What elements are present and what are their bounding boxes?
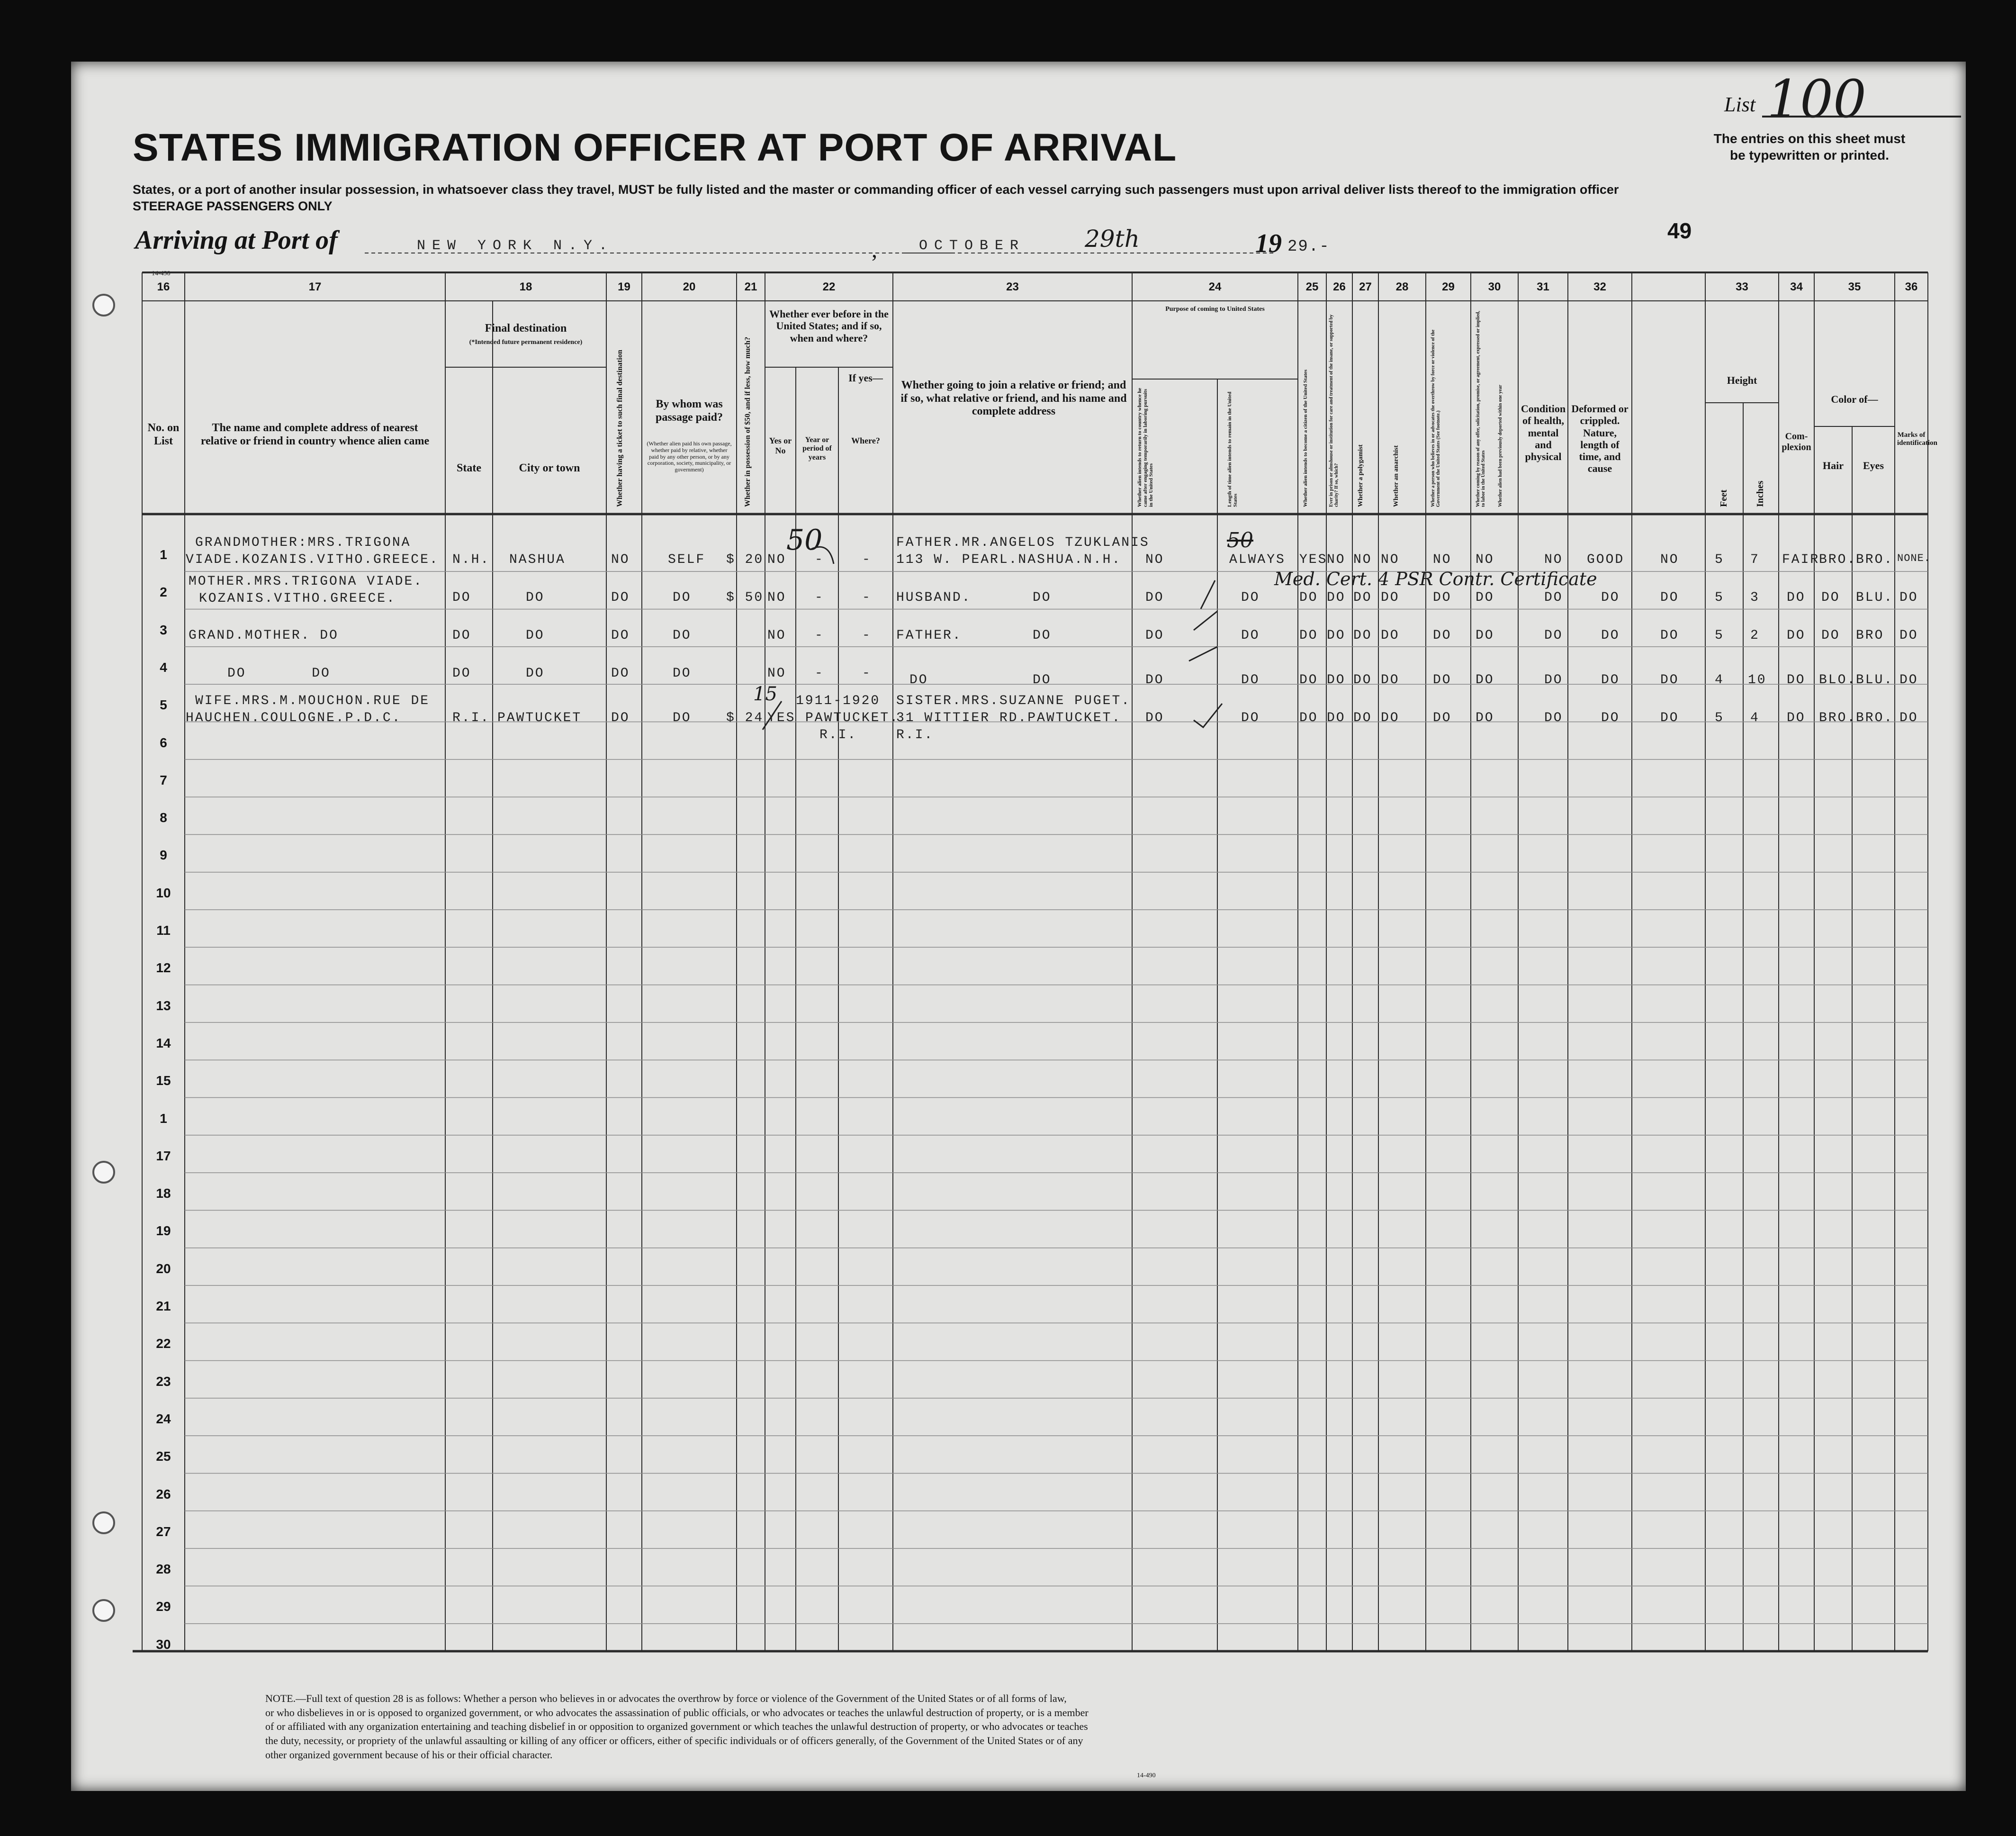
entry-anarchist: DO bbox=[1381, 590, 1400, 605]
entry-c30: DO bbox=[1544, 673, 1563, 687]
entry-period: - bbox=[815, 666, 824, 681]
entry-marks: DO bbox=[1899, 711, 1918, 725]
hdr-contract-labor: Whether coming by reason of any offer, solicitation, promise, or agreement, expressed or implied, to labor in the United States bbox=[1476, 311, 1486, 507]
entry-period: - bbox=[815, 552, 824, 567]
entry-marks: NONE. bbox=[1897, 552, 1931, 564]
entry-purpose-b: DO bbox=[1241, 673, 1260, 687]
entry-anarchist: DO bbox=[1381, 628, 1400, 643]
entry-health: DO bbox=[1601, 590, 1620, 605]
row-number: 9 bbox=[160, 848, 167, 863]
col-num-23: 23 bbox=[1006, 280, 1019, 293]
form-code-bottom: 14-490 bbox=[1137, 1772, 1156, 1779]
entry-where: PAWTUCKET. bbox=[805, 711, 900, 725]
footnote-line: or who disbelieves in or is opposed to organized government, or who advocates the assassination of public officials, or who advocates or teaches the unlawful destruction of property, or is a member bbox=[265, 1706, 1089, 1718]
row-number: 1 bbox=[160, 547, 167, 562]
entry-marks: DO bbox=[1899, 590, 1918, 605]
entry-polygamist: DO bbox=[1353, 673, 1372, 687]
hdr-eyes: Eyes bbox=[1863, 460, 1884, 471]
entry-deformed: DO bbox=[1660, 711, 1679, 725]
col-num-22: 22 bbox=[822, 280, 836, 293]
entry-deformed: DO bbox=[1660, 673, 1679, 687]
entry-city: DO bbox=[526, 628, 545, 643]
entry-marks: DO bbox=[1899, 628, 1918, 643]
entry-health: DO bbox=[1601, 628, 1620, 643]
entry-c28: DO bbox=[1433, 628, 1452, 643]
row-number: 14 bbox=[156, 1035, 171, 1050]
entry-c30: DO bbox=[1544, 711, 1563, 725]
hdr-purpose-a: Whether alien intends to return to country whence he came after engaging temporarily in laboring pursuits in the United States bbox=[1137, 388, 1154, 507]
entry-join: 113 W. PEARL.NASHUA.N.H. bbox=[896, 552, 1122, 567]
hdr-where: Where? bbox=[851, 436, 880, 445]
entry-ticket: DO bbox=[611, 628, 630, 643]
typewritten-note-line2: be typewritten or printed. bbox=[1729, 148, 1890, 163]
entry-relative: GRANDMOTHER:MRS.TRIGONA bbox=[195, 535, 411, 550]
hdr-no-on-list: No. on List bbox=[147, 422, 180, 447]
entry-c29: DO bbox=[1476, 711, 1494, 725]
hdr-ticket: Whether having a ticket to such final destination bbox=[616, 350, 624, 507]
entry-c29: NO bbox=[1476, 552, 1494, 567]
entry-feet: 5 bbox=[1715, 628, 1724, 643]
hdr-color-of: Color of— bbox=[1831, 393, 1878, 405]
row-number: 5 bbox=[160, 697, 167, 713]
row-number: 8 bbox=[160, 810, 167, 825]
entry-join: DO bbox=[1033, 628, 1052, 643]
entry-complexion: DO bbox=[1787, 673, 1806, 687]
entry-purpose-a: DO bbox=[1145, 711, 1164, 725]
hdr-inches: Inches bbox=[1755, 480, 1765, 507]
entry-ticket: DO bbox=[611, 666, 630, 681]
col-num-34: 34 bbox=[1790, 280, 1803, 293]
entry-ticket: DO bbox=[611, 711, 630, 725]
year-suffix: 29.- bbox=[1287, 238, 1330, 256]
entry-anarchist: DO bbox=[1381, 711, 1400, 725]
entry-relative: DO DO bbox=[227, 666, 331, 681]
entry-ticket: DO bbox=[611, 590, 630, 605]
entry-prison: DO bbox=[1327, 673, 1346, 687]
hdr-purpose: Purpose of coming to United States bbox=[1165, 306, 1265, 313]
footnote bbox=[265, 1691, 1781, 1762]
entry-before: YES bbox=[767, 711, 796, 725]
hdr-marks: Marks of identification bbox=[1897, 431, 1937, 447]
hdr-final-destination-note: (*Intended future permanent residence) bbox=[469, 339, 583, 346]
page-title: STATES IMMIGRATION OFFICER AT PORT OF ARRIVAL bbox=[133, 126, 1177, 169]
entry-eyes: BLU. bbox=[1856, 590, 1894, 605]
entry-where: - bbox=[862, 628, 872, 643]
hdr-deformed: Deformed or crippled. Nature, length of time, and cause bbox=[1571, 403, 1629, 475]
entry-prison: DO bbox=[1327, 711, 1346, 725]
entry-citizen: DO bbox=[1299, 590, 1318, 605]
entry-passage: DO bbox=[673, 590, 692, 605]
hdr-if-yes: If yes— bbox=[848, 372, 883, 384]
entry-prison: DO bbox=[1327, 590, 1346, 605]
row-number: 23 bbox=[156, 1374, 171, 1389]
list-label: List bbox=[1724, 93, 1756, 116]
entry-inches: 4 bbox=[1750, 711, 1760, 725]
entry-polygamist: DO bbox=[1353, 628, 1372, 643]
entry-state: DO bbox=[452, 666, 471, 681]
entry-period: 1911-1920 bbox=[796, 694, 881, 708]
entry-c28: DO bbox=[1433, 673, 1452, 687]
footnote-line: the duty, necessity, or propriety of the unlawful assaulting or killing of any officer or officers, either of specific individuals or of officers generally, of the Government of the United States or of any bbox=[265, 1735, 1083, 1747]
row-number: 20 bbox=[156, 1261, 171, 1276]
entry-where: - bbox=[862, 552, 872, 567]
instruction-line2: STEERAGE PASSENGERS ONLY bbox=[133, 199, 333, 213]
entry-hair: BLO. bbox=[1819, 673, 1857, 687]
entry-hair: BRO. bbox=[1819, 552, 1857, 567]
list-number: 100 bbox=[1767, 69, 1866, 129]
col-num-33: 33 bbox=[1736, 280, 1748, 293]
entry-purpose-b: ALWAYS bbox=[1229, 552, 1286, 567]
row-number: 21 bbox=[156, 1299, 171, 1313]
hdr-polygamist: Whether a polygamist bbox=[1357, 444, 1364, 507]
entry-join: DO bbox=[1033, 590, 1052, 605]
entry-eyes: BLU. bbox=[1856, 673, 1894, 687]
entry-inches: 3 bbox=[1750, 590, 1760, 605]
hdr-passage: By whom was passage paid? bbox=[655, 398, 723, 424]
row-number: 15 bbox=[156, 1073, 171, 1088]
row-number: 29 bbox=[156, 1599, 171, 1614]
entry-c30: DO bbox=[1544, 590, 1563, 605]
entry-health: DO bbox=[1601, 711, 1620, 725]
footnote-line: NOTE.—Full text of question 28 is as follows: Whether a person who believes in or advocates the overthrow by force or violence of the Government of the United States or of all forms of law, bbox=[265, 1692, 1067, 1704]
entry-where: - bbox=[862, 590, 872, 605]
port-value: NEW YORK N.Y. bbox=[417, 238, 614, 254]
entry-marks: DO bbox=[1899, 673, 1918, 687]
row-number: 26 bbox=[156, 1486, 171, 1501]
entry-where-line2: R.I. bbox=[819, 728, 857, 742]
col-num-21: 21 bbox=[744, 280, 757, 293]
entry-purpose-b: DO bbox=[1241, 711, 1260, 725]
hdr-complexion: Com- plexion bbox=[1782, 431, 1811, 452]
row-number: 17 bbox=[156, 1148, 171, 1163]
entry-join: HUSBAND. bbox=[896, 590, 972, 605]
entry-health: DO bbox=[1601, 673, 1620, 687]
comma: , bbox=[872, 237, 877, 262]
col-num-26: 26 bbox=[1333, 280, 1346, 293]
entry-polygamist: DO bbox=[1353, 711, 1372, 725]
entry-purpose-b: DO bbox=[1241, 590, 1260, 605]
row-number: 27 bbox=[156, 1524, 171, 1539]
hdr-final-destination: Final destination bbox=[485, 322, 567, 335]
row-number: 24 bbox=[156, 1411, 171, 1426]
entry-inches: 10 bbox=[1748, 673, 1767, 687]
entry-money-hand: 15 bbox=[753, 683, 777, 705]
entry-deformed: NO bbox=[1660, 552, 1679, 567]
hdr-deported: Whether alien had been previously deported within one year bbox=[1498, 385, 1503, 507]
entry-city: NASHUA bbox=[509, 552, 566, 567]
row-number: 11 bbox=[156, 923, 171, 938]
row-number: 18 bbox=[156, 1186, 171, 1201]
hdr-health: Condition of health, mental and physical bbox=[1521, 403, 1566, 463]
entry-hair: DO bbox=[1821, 628, 1840, 643]
hdr-anarchist: Whether an anarchist bbox=[1393, 445, 1400, 507]
hdr-state: State bbox=[457, 462, 481, 474]
col-num-29: 29 bbox=[1442, 280, 1455, 293]
entry-join: SISTER.MRS.SUZANNE PUGET. bbox=[896, 694, 1131, 708]
day-value: 29th bbox=[1085, 225, 1140, 253]
entry-c29: DO bbox=[1476, 673, 1494, 687]
col-num-17: 17 bbox=[308, 280, 322, 293]
entry-inches: 2 bbox=[1750, 628, 1760, 643]
entry-purpose-hand: 50 bbox=[1227, 528, 1253, 552]
typewritten-note-line1: The entries on this sheet must bbox=[1713, 131, 1906, 146]
hdr-purpose-b: Length of time alien intends to remain in the United States bbox=[1227, 391, 1239, 507]
entry-c29: DO bbox=[1476, 628, 1494, 643]
entry-join: FATHER.MR.ANGELOS TZUKLANIS bbox=[896, 535, 1150, 550]
hdr-citizen: Whether alien intends to become a citizen of the United States bbox=[1303, 369, 1308, 507]
entry-polygamist: NO bbox=[1353, 552, 1372, 567]
entry-c30: NO bbox=[1544, 552, 1563, 567]
entry-purpose-a: NO bbox=[1145, 552, 1164, 567]
hdr-hair: Hair bbox=[1823, 460, 1844, 471]
col-num-25: 25 bbox=[1305, 280, 1319, 293]
hdr-yes-no: Yes or No bbox=[769, 436, 792, 455]
page-number: 49 bbox=[1667, 218, 1692, 243]
entry-citizen: DO bbox=[1299, 711, 1318, 725]
hdr-relative: The name and complete address of nearest relative or friend in country whence alien came bbox=[200, 422, 430, 447]
entry-passage: DO bbox=[673, 711, 692, 725]
handwritten-checkmarks bbox=[71, 62, 1966, 1791]
entry-join: FATHER. bbox=[896, 628, 962, 643]
entry-deformed: DO bbox=[1660, 628, 1679, 643]
entry-before: NO bbox=[767, 552, 786, 567]
entry-state: N.H. bbox=[452, 552, 490, 567]
hdr-passage-note: (Whether alien paid his own passage, whether paid by relative, whether paid by any other person, or by any corporation, society, municipality, or government) bbox=[647, 440, 732, 473]
row-number: 25 bbox=[156, 1449, 171, 1464]
entry-citizen: YES bbox=[1299, 552, 1328, 567]
handwritten-annotation: Med. Cert. 4 PSR Contr. Certificate bbox=[1274, 569, 1597, 589]
instruction-line1: States, or a port of another insular possession, in whatsoever class they travel, MUST be fully listed and the master or commanding officer of each vessel carrying such passengers must upon arrival deliver lists thereof to the immigration officer bbox=[133, 182, 1619, 197]
entry-feet: 4 bbox=[1715, 673, 1724, 687]
year-prefix: 19 bbox=[1255, 229, 1282, 258]
row-number: 28 bbox=[156, 1562, 171, 1577]
entry-relative: GRAND.MOTHER. DO bbox=[189, 628, 339, 643]
entry-where: - bbox=[862, 666, 872, 681]
entry-period: - bbox=[815, 590, 824, 605]
hdr-money: Whether in possession of $50, and if less, how much? bbox=[744, 336, 752, 507]
entry-before: NO bbox=[767, 628, 786, 643]
col-num-32: 32 bbox=[1593, 280, 1606, 293]
hdr-join: Whether going to join a relative or friend; and if so, what relative or friend, and his name and complete address bbox=[900, 379, 1127, 418]
entry-feet: 5 bbox=[1715, 590, 1724, 605]
form-code-top: 14-490 bbox=[152, 270, 171, 277]
entry-city: DO bbox=[526, 590, 545, 605]
hdr-city: City or town bbox=[519, 462, 580, 474]
entry-c28: DO bbox=[1433, 590, 1452, 605]
entry-period: - bbox=[815, 628, 824, 643]
hdr-feet: Feet bbox=[1719, 489, 1729, 507]
entry-health: GOOD bbox=[1587, 552, 1625, 567]
entry-state: DO bbox=[452, 628, 471, 643]
entry-c28: NO bbox=[1433, 552, 1452, 567]
entry-feet: 5 bbox=[1715, 552, 1724, 567]
row-number: 6 bbox=[160, 735, 167, 750]
entry-money: $ 50 bbox=[726, 590, 764, 605]
entry-relative: WIFE.MRS.M.MOUCHON.RUE DE bbox=[195, 694, 430, 708]
entry-purpose-a: DO bbox=[1145, 628, 1164, 643]
entry-inches: 7 bbox=[1750, 552, 1760, 567]
hdr-height: Height bbox=[1727, 374, 1757, 386]
entry-relative: KOZANIS.VITHO.GREECE. bbox=[199, 591, 396, 606]
col-num-19: 19 bbox=[618, 280, 630, 293]
entry-complexion: DO bbox=[1787, 590, 1806, 605]
row-number: 4 bbox=[160, 660, 167, 675]
entry-join: R.I. bbox=[896, 728, 934, 742]
row-number: 2 bbox=[160, 585, 167, 600]
entry-hair: DO bbox=[1821, 590, 1840, 605]
entry-money: $ 20 bbox=[726, 552, 764, 567]
entry-eyes: BRO. bbox=[1856, 711, 1894, 725]
entry-passage: DO bbox=[673, 666, 692, 681]
entry-purpose-a: DO bbox=[1145, 673, 1164, 687]
entry-money-hand: 50 bbox=[786, 524, 823, 557]
arriving-label: Arriving at Port of bbox=[135, 226, 338, 255]
entry-c28: DO bbox=[1433, 711, 1452, 725]
entry-prison: NO bbox=[1327, 552, 1346, 567]
row-number: 1 bbox=[160, 1111, 167, 1126]
entry-ticket: NO bbox=[611, 552, 630, 567]
row-number: 19 bbox=[156, 1223, 171, 1239]
col-num-31: 31 bbox=[1537, 280, 1549, 293]
row-number: 3 bbox=[160, 622, 167, 637]
entry-before: NO bbox=[767, 590, 786, 605]
entry-c29: DO bbox=[1476, 590, 1494, 605]
entry-complexion: DO bbox=[1787, 628, 1806, 643]
entry-city: PAWTUCKET bbox=[497, 711, 582, 725]
col-num-36: 36 bbox=[1905, 280, 1918, 293]
manifest-sheet bbox=[71, 62, 1966, 1791]
entry-city: DO bbox=[526, 666, 545, 681]
hdr-prison: Ever in prison or almshouse or institution for care and treatment of the insane, or supported by charity? If so, which? bbox=[1329, 314, 1339, 507]
col-num-28: 28 bbox=[1395, 280, 1409, 293]
footnote-line: of or affiliated with any organization entertaining and teaching disbelief in or opposition to organized government or which teaches the unlawful destruction of property, or who advocates or teaches bbox=[265, 1720, 1088, 1733]
hdr-period: Year or period of years bbox=[802, 436, 832, 461]
entry-state: R.I. bbox=[452, 711, 490, 725]
entry-hair: BRO. bbox=[1819, 711, 1857, 725]
row-number: 7 bbox=[160, 772, 167, 787]
hdr-overthrow: Whether a person who believes in or advocates the overthrow by force or violence of the Government of the United States (See footnote.) bbox=[1431, 329, 1441, 507]
entry-anarchist: DO bbox=[1381, 673, 1400, 687]
hdr-before: Whether ever before in the United States; and if so, when and where? bbox=[769, 308, 889, 344]
row-number: 13 bbox=[156, 998, 171, 1013]
entry-relative: VIADE.KOZANIS.VITHO.GREECE. bbox=[186, 552, 439, 567]
entry-purpose-a: DO bbox=[1145, 590, 1164, 605]
entry-purpose-b: DO bbox=[1241, 628, 1260, 643]
entry-citizen: DO bbox=[1299, 673, 1318, 687]
col-num-35: 35 bbox=[1848, 280, 1861, 293]
entry-state: DO bbox=[452, 590, 471, 605]
entry-prison: DO bbox=[1327, 628, 1346, 643]
row-number: 30 bbox=[156, 1637, 171, 1652]
entry-money: $ 24 bbox=[726, 711, 764, 725]
entry-join: 31 WITTIER RD.PAWTUCKET. bbox=[896, 711, 1122, 725]
entry-eyes: BRO. bbox=[1856, 552, 1894, 567]
row-number: 10 bbox=[156, 885, 171, 900]
entry-relative: MOTHER.MRS.TRIGONA VIADE. bbox=[189, 574, 423, 589]
col-num-30: 30 bbox=[1488, 280, 1501, 293]
entry-relative: HAUCHEN.COULOGNE.P.D.C. bbox=[186, 711, 402, 725]
row-number: 22 bbox=[156, 1336, 171, 1351]
entry-eyes: BRO bbox=[1856, 628, 1884, 643]
footnote-line: other organized government because of his or their official character. bbox=[265, 1748, 553, 1761]
col-num-20: 20 bbox=[683, 280, 696, 293]
col-num-16: 16 bbox=[157, 280, 170, 293]
col-num-18: 18 bbox=[519, 280, 532, 293]
entry-deformed: DO bbox=[1660, 590, 1679, 605]
entry-join: DO bbox=[1033, 673, 1052, 687]
col-num-24: 24 bbox=[1208, 280, 1222, 293]
entry-feet: 5 bbox=[1715, 711, 1724, 725]
entry-polygamist: DO bbox=[1353, 590, 1372, 605]
month-value: OCTOBER bbox=[919, 238, 1026, 254]
entry-passage: DO bbox=[673, 628, 692, 643]
entry-passage: SELF bbox=[668, 552, 706, 567]
entry-citizen: DO bbox=[1299, 628, 1318, 643]
entry-complexion: FAIR bbox=[1782, 552, 1820, 567]
col-num-27: 27 bbox=[1359, 280, 1372, 293]
entry-join: DO bbox=[909, 673, 928, 687]
entry-complexion: DO bbox=[1787, 711, 1806, 725]
row-number: 12 bbox=[156, 960, 171, 976]
entry-before: NO bbox=[767, 666, 786, 681]
entry-anarchist: NO bbox=[1381, 552, 1400, 567]
entry-c30: DO bbox=[1544, 628, 1563, 643]
